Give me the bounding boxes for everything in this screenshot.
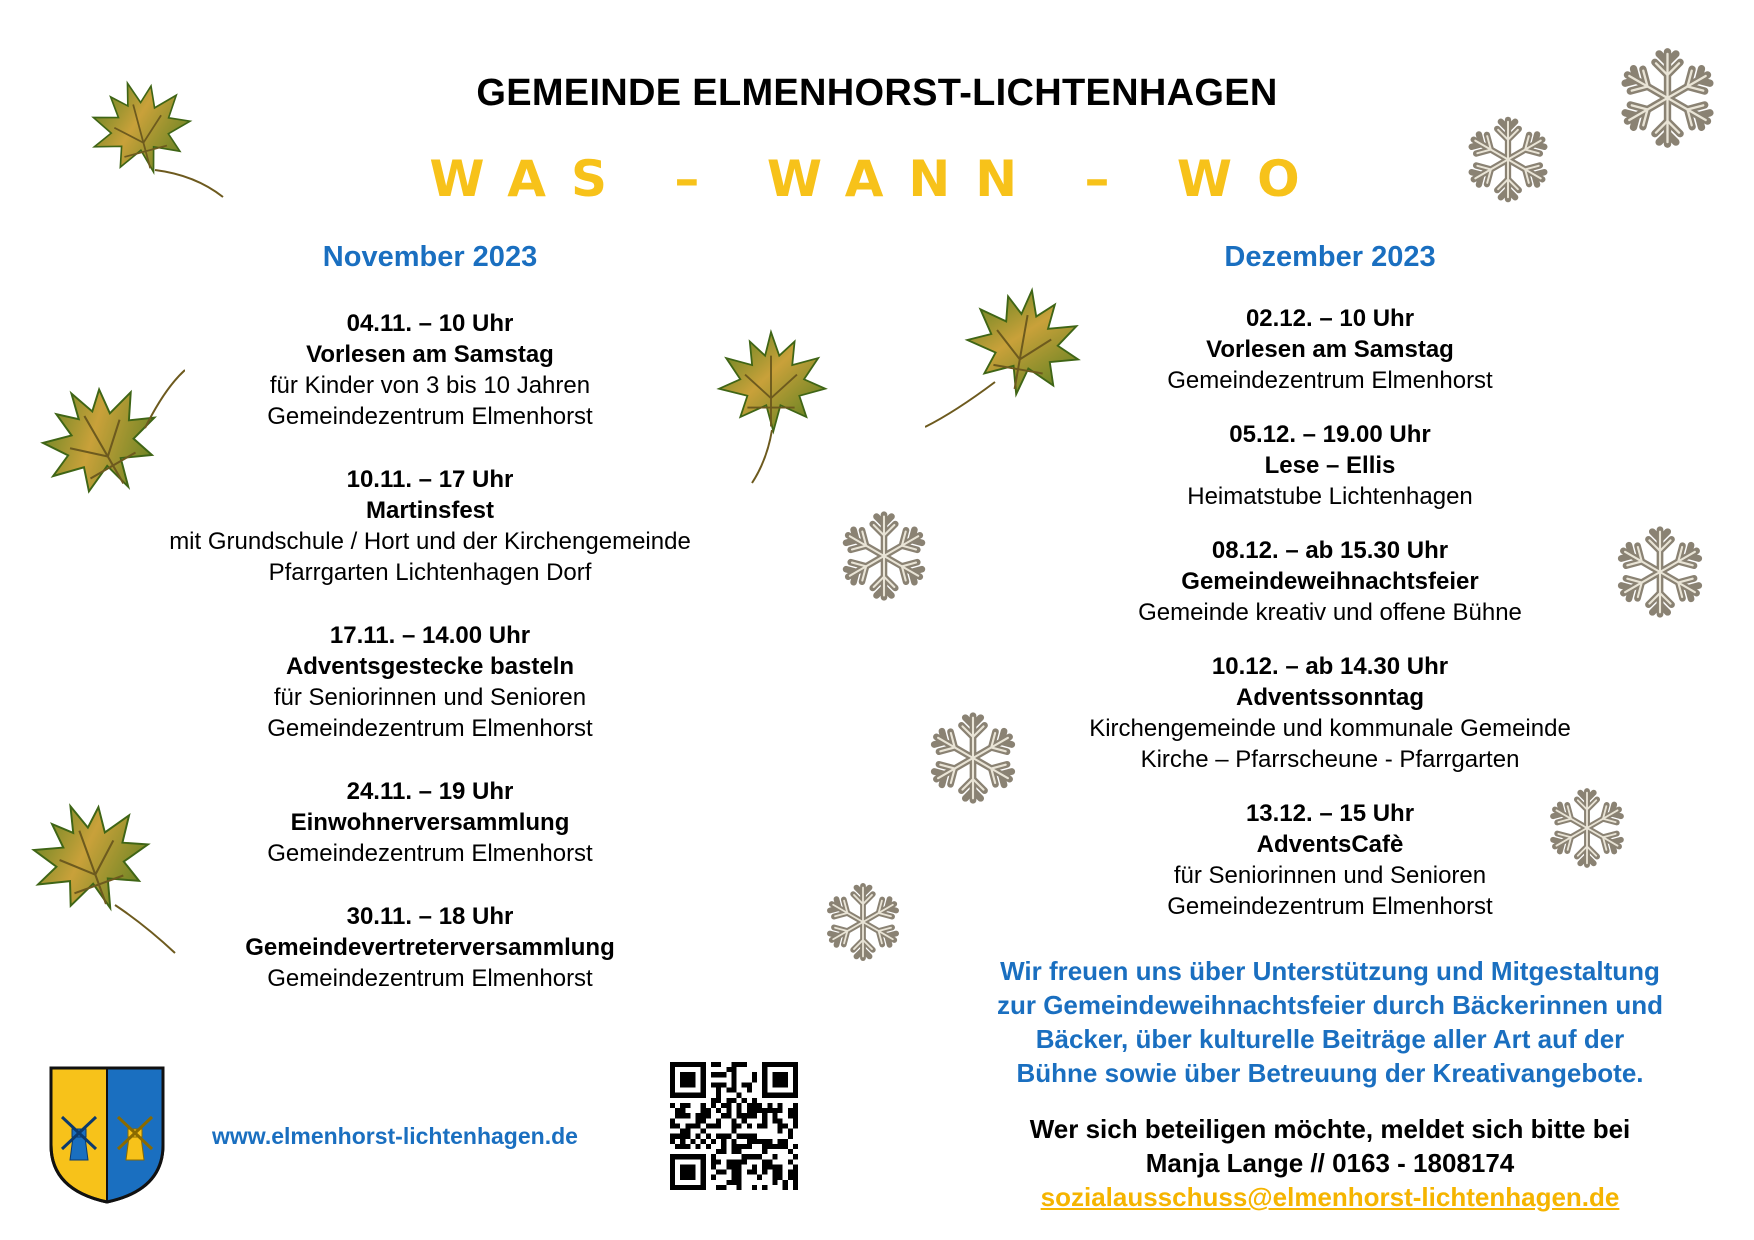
website-link[interactable]: www.elmenhorst-lichtenhagen.de xyxy=(212,1123,578,1149)
event-detail: für Seniorinnen und Senioren xyxy=(273,684,587,711)
snowflake-icon xyxy=(925,708,1021,808)
event-detail: für Kinder von 3 bis 10 Jahren xyxy=(269,372,591,399)
event-title: Einwohnerversammlung xyxy=(290,809,570,836)
event-detail: Gemeinde kreativ und offene Bühne xyxy=(1138,599,1522,626)
event-date: 04.11. – 10 Uhr xyxy=(346,310,514,337)
event-detail: Gemeindezentrum Elmenhorst xyxy=(267,965,593,992)
event-title: Vorlesen am Samstag xyxy=(1206,336,1454,363)
page-title: GEMEINDE ELMENHORST-LICHTENHAGEN xyxy=(476,72,1278,114)
event-date: 10.12. – ab 14.30 Uhr xyxy=(1211,653,1449,680)
event-detail: Kirche – Pfarrscheune - Pfarrgarten xyxy=(1140,746,1520,773)
event-title: Adventsgestecke basteln xyxy=(285,653,575,680)
december-events xyxy=(1030,303,1630,945)
event-detail: mit Grundschule / Hort und der Kirchengemeinde xyxy=(169,528,691,555)
event-date: 10.11. – 17 Uhr xyxy=(346,466,514,493)
event-entry xyxy=(130,901,730,994)
contact-email-link[interactable]: sozialausschuss@elmenhorst-lichtenhagen.de xyxy=(1040,1182,1620,1212)
snowflake-icon xyxy=(822,878,904,966)
event-title: Adventssonntag xyxy=(1235,684,1424,711)
contact-person: Manja Lange // 0163 - 1808174 xyxy=(1145,1148,1515,1178)
december-title: Dezember 2023 xyxy=(1224,241,1436,273)
event-date: 05.12. – 19.00 Uhr xyxy=(1229,421,1431,448)
event-title: AdventsCafè xyxy=(1256,831,1404,858)
event-entry xyxy=(130,776,730,869)
event-entry xyxy=(1030,303,1630,396)
event-entry xyxy=(1030,798,1630,922)
event-entry xyxy=(1030,651,1630,775)
event-date: 02.12. – 10 Uhr xyxy=(1245,305,1415,332)
event-date: 08.12. – ab 15.30 Uhr xyxy=(1211,537,1449,564)
event-detail: Gemeindezentrum Elmenhorst xyxy=(267,840,593,867)
coat-of-arms-icon xyxy=(48,1065,166,1205)
event-title: Gemeindevertreterversammlung xyxy=(245,934,615,961)
event-title: Martinsfest xyxy=(365,497,495,524)
appeal-line: Wir freuen uns über Unterstützung und Mitgestaltung xyxy=(1000,956,1660,986)
event-detail: Gemeindezentrum Elmenhorst xyxy=(267,715,593,742)
maple-leaf-icon xyxy=(712,325,832,485)
event-entry xyxy=(130,464,730,588)
event-title: Vorlesen am Samstag xyxy=(306,341,554,368)
page-subtitle: WAS – WANN – WO xyxy=(429,150,1325,208)
event-title: Lese – Ellis xyxy=(1264,452,1396,479)
event-entry xyxy=(130,308,730,432)
appeal-line: Bäcker, über kulturelle Beiträge aller Art auf der xyxy=(1035,1024,1625,1054)
event-entry xyxy=(1030,419,1630,512)
event-title: Gemeindeweihnachtsfeier xyxy=(1181,568,1479,595)
event-detail: Pfarrgarten Lichtenhagen Dorf xyxy=(268,559,592,586)
event-date: 17.11. – 14.00 Uhr xyxy=(329,622,531,649)
event-date: 13.12. – 15 Uhr xyxy=(1245,800,1415,827)
contact-line: Wer sich beteiligen möchte, meldet sich bitte bei xyxy=(1029,1114,1631,1144)
event-detail: für Seniorinnen und Senioren xyxy=(1173,862,1487,889)
snowflake-icon xyxy=(837,506,931,606)
event-detail: Gemeindezentrum Elmenhorst xyxy=(1167,893,1493,920)
contact-block xyxy=(960,1112,1700,1214)
event-detail: Heimatstube Lichtenhagen xyxy=(1187,483,1473,510)
november-events xyxy=(130,308,730,1026)
november-title: November 2023 xyxy=(322,241,538,273)
event-detail: Gemeindezentrum Elmenhorst xyxy=(1167,367,1493,394)
event-date: 24.11. – 19 Uhr xyxy=(346,778,514,805)
event-detail: Kirchengemeinde und kommunale Gemeinde xyxy=(1089,715,1571,742)
event-entry xyxy=(1030,535,1630,628)
event-detail: Gemeindezentrum Elmenhorst xyxy=(267,403,593,430)
appeal-line: Bühne sowie über Betreuung der Kreativangebote. xyxy=(1016,1058,1644,1088)
appeal-text xyxy=(960,954,1700,1090)
appeal-line: zur Gemeindeweihnachtsfeier durch Bäckerinnen und xyxy=(996,990,1664,1020)
event-entry xyxy=(130,620,730,744)
qr-code-icon[interactable] xyxy=(670,1062,798,1190)
event-date: 30.11. – 18 Uhr xyxy=(346,903,514,930)
